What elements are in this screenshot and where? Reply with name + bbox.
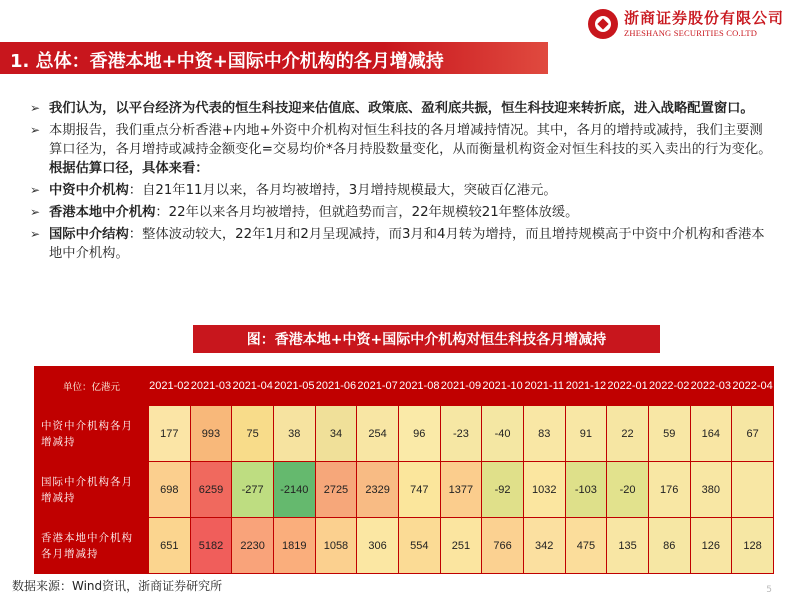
company-name-en: ZHESHANG SECURITIES CO.LTD — [623, 27, 758, 38]
column-header: 2022-02 — [648, 367, 690, 406]
column-header: 2021-10 — [482, 367, 524, 406]
table-row — [35, 462, 774, 518]
value-cell: 698 — [149, 462, 191, 518]
bullet-3 — [30, 181, 775, 200]
arrow-bullet-icon: ➢ — [30, 205, 41, 219]
value-cell: 126 — [690, 518, 732, 574]
bullet-4 — [30, 203, 775, 222]
value-cell: 59 — [648, 406, 690, 462]
value-cell: 22 — [607, 406, 649, 462]
column-header: 2021-11 — [523, 367, 565, 406]
bullet-1-text: 我们认为，以平台经济为代表的恒生科技迎来估值底、政策底、盈利底共振，恒生科技迎来转折底，进入战略配置窗口。 — [49, 101, 754, 116]
chart-caption: 图：香港本地+中资+国际中介机构对恒生科技各月增减持 — [193, 325, 660, 353]
bullet-5-text: ：整体波动较大，22年1月和2月呈现减持，而3月和4月转为增持，而且增持规模高于中资中介机构和香港本地中介机构。 — [49, 227, 765, 261]
value-cell: 1058 — [315, 518, 357, 574]
value-cell: -20 — [607, 462, 649, 518]
bullet-2-tail: 根据估算口径，具体来看： — [49, 161, 209, 176]
arrow-bullet-icon: ➢ — [30, 227, 41, 241]
value-cell: 128 — [732, 518, 774, 574]
arrow-bullet-icon: ➢ — [30, 183, 41, 197]
row-label: 中资中介机构各月增减持 — [35, 406, 149, 462]
company-name-cn: 浙商证券股份有限公司 — [623, 8, 784, 27]
value-cell: 177 — [149, 406, 191, 462]
heatmap-table — [34, 366, 774, 574]
value-cell: -103 — [565, 462, 607, 518]
heatmap-table-container — [34, 366, 774, 572]
value-cell: -23 — [440, 406, 482, 462]
column-header: 2022-04 — [732, 367, 774, 406]
table-row — [35, 518, 774, 574]
value-cell: 306 — [357, 518, 399, 574]
column-header: 2021-06 — [315, 367, 357, 406]
value-cell: 6259 — [190, 462, 232, 518]
slide-title: 1. 总体：香港本地+中资+国际中介机构的各月增减持 — [10, 51, 444, 72]
bullet-3-lead: 中资中介机构 — [49, 183, 129, 198]
bullet-list — [30, 99, 775, 266]
bullet-4-text: ：22年以来各月均被增持，但就趋势而言，22年规模较21年整体放缓。 — [155, 205, 579, 220]
row-label: 国际中介机构各月增减持 — [35, 462, 149, 518]
column-header: 2021-05 — [273, 367, 315, 406]
column-header: 2021-08 — [398, 367, 440, 406]
value-cell: 651 — [149, 518, 191, 574]
column-header: 2022-03 — [690, 367, 732, 406]
bullet-1 — [30, 99, 775, 118]
column-header: 2021-07 — [357, 367, 399, 406]
value-cell: 251 — [440, 518, 482, 574]
column-header: 2021-12 — [565, 367, 607, 406]
column-header: 2021-02 — [149, 367, 191, 406]
value-cell: 75 — [232, 406, 274, 462]
bullet-5-lead: 国际中介结构 — [49, 227, 129, 242]
bullet-3-text: ：自21年11月以来，各月均被增持，3月增持规模最大，突破百亿港元。 — [128, 183, 557, 198]
value-cell: 254 — [357, 406, 399, 462]
column-header: 2022-01 — [607, 367, 649, 406]
company-logo-icon — [588, 9, 618, 39]
value-cell: 5182 — [190, 518, 232, 574]
value-cell: 38 — [273, 406, 315, 462]
value-cell: 2725 — [315, 462, 357, 518]
bullet-2 — [30, 121, 775, 178]
value-cell: 67 — [732, 406, 774, 462]
value-cell: 83 — [523, 406, 565, 462]
value-cell: 96 — [398, 406, 440, 462]
value-cell: 91 — [565, 406, 607, 462]
value-cell: 1032 — [523, 462, 565, 518]
value-cell: 766 — [482, 518, 524, 574]
table-header-row — [35, 367, 774, 406]
value-cell: 164 — [690, 406, 732, 462]
value-cell: 1819 — [273, 518, 315, 574]
page-number: 5 — [766, 585, 772, 595]
table-row — [35, 406, 774, 462]
empty-cell — [732, 462, 774, 518]
title-bar — [0, 42, 548, 74]
bullet-5 — [30, 225, 775, 263]
value-cell: 135 — [607, 518, 649, 574]
column-header: 2021-03 — [190, 367, 232, 406]
arrow-bullet-icon: ➢ — [30, 101, 41, 115]
arrow-bullet-icon: ➢ — [30, 123, 41, 137]
column-header: 2021-09 — [440, 367, 482, 406]
value-cell: 2230 — [232, 518, 274, 574]
value-cell: 380 — [690, 462, 732, 518]
column-header: 2021-04 — [232, 367, 274, 406]
data-source: 数据来源：Wind资讯，浙商证券研究所 — [12, 579, 223, 593]
value-cell: -40 — [482, 406, 524, 462]
value-cell: -2140 — [273, 462, 315, 518]
value-cell: -92 — [482, 462, 524, 518]
row-label: 香港本地中介机构各月增减持 — [35, 518, 149, 574]
value-cell: 747 — [398, 462, 440, 518]
unit-label: 单位：亿港元 — [35, 367, 149, 406]
bullet-2-text: 本期报告，我们重点分析香港+内地+外资中介机构对恒生科技的各月增减持情况。其中，各月的增持或减持，我们主要测算口径为，各月增持或减持金额变化=交易均价*各月持股数量变化，从而衡量机构资金对恒生科技的买入卖出的行为变化。 — [49, 123, 772, 157]
value-cell: 2329 — [357, 462, 399, 518]
value-cell: 86 — [648, 518, 690, 574]
value-cell: 176 — [648, 462, 690, 518]
value-cell: 475 — [565, 518, 607, 574]
value-cell: 1377 — [440, 462, 482, 518]
bullet-4-lead: 香港本地中介机构 — [49, 205, 156, 220]
value-cell: 993 — [190, 406, 232, 462]
company-logo — [588, 6, 784, 42]
value-cell: 34 — [315, 406, 357, 462]
value-cell: 554 — [398, 518, 440, 574]
value-cell: 342 — [523, 518, 565, 574]
value-cell: -277 — [232, 462, 274, 518]
